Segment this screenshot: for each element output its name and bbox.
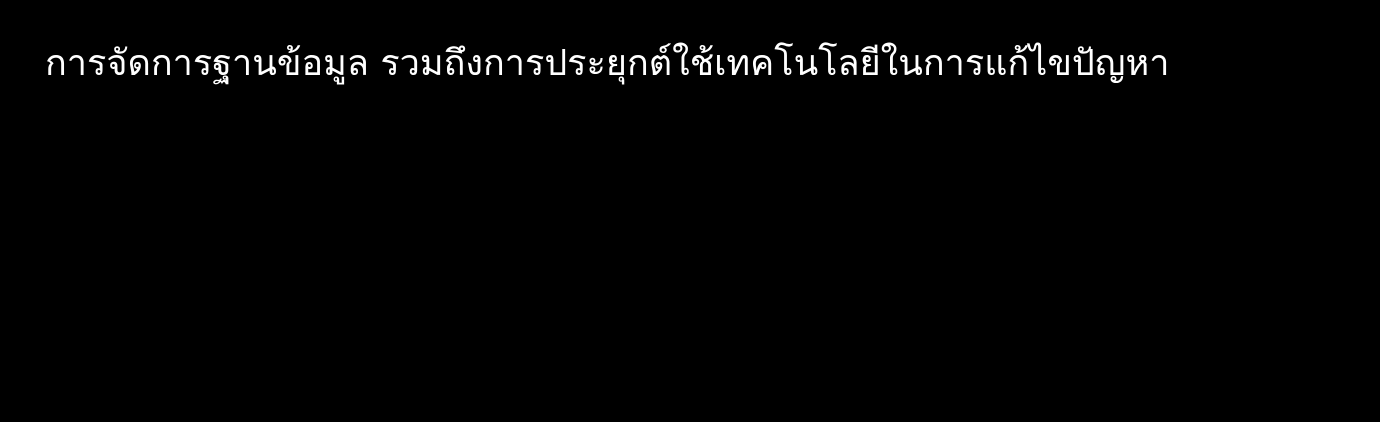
headline-text: การจัดการฐานข้อมูล รวมถึงการประยุกต์ใช้เทคโนโลยีในการแก้ไขปัญหา: [45, 43, 1170, 84]
